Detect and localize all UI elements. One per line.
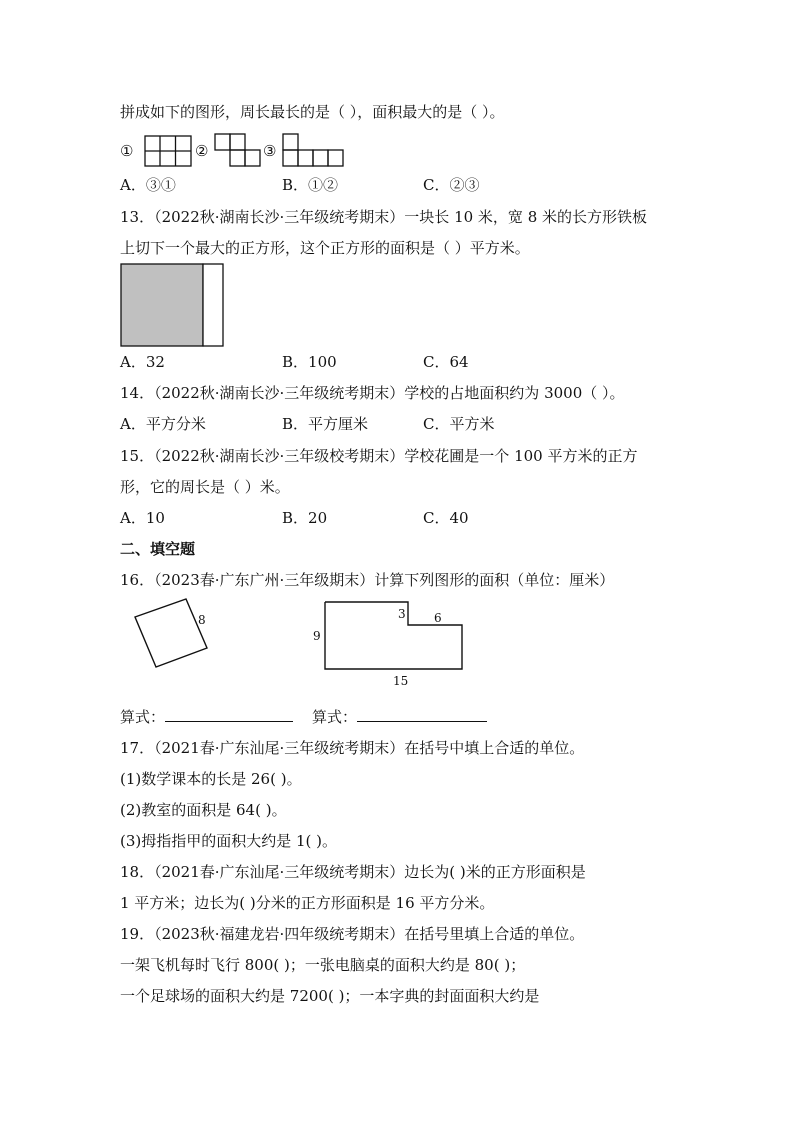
q12-fig3-label: ③ xyxy=(263,142,277,160)
q12-figure-2 xyxy=(214,133,262,167)
q19-line-3: 一个足球场的面积大约是 7200( )；一本字典的封面面积大约是 xyxy=(120,987,540,1005)
q16-height-label: 9 xyxy=(313,629,321,643)
q14-option-c: C．平方米 xyxy=(423,415,495,433)
q15-option-a: A．10 xyxy=(120,509,165,527)
q13-line-2: 上切下一个最大的正方形，这个正方形的面积是（ ）平方米。 xyxy=(120,239,530,257)
q18-line-1: 18．（2021春·广东汕尾·三年级统考期末）边长为( )米的正方形面积是 xyxy=(120,863,586,881)
q16-square-side-label: 8 xyxy=(198,613,206,627)
q16-formula-blank-1[interactable] xyxy=(165,707,293,722)
q18-line-2: 1 平方米；边长为( )分米的正方形面积是 16 平方分米。 xyxy=(120,894,495,912)
q14-line-1: 14．（2022秋·湖南长沙·三年级统考期末）学校的占地面积约为 3000（ ）。 xyxy=(120,384,625,402)
q16-line-1: 16．（2023春·广东广州·三年级期末）计算下列图形的面积（单位：厘米） xyxy=(120,571,615,589)
q15-line-2: 形，它的周长是（ ）米。 xyxy=(120,478,290,496)
q14-option-b: B．平方厘米 xyxy=(282,415,369,433)
q14-option-a: A．平方分米 xyxy=(120,415,206,433)
q13-option-c: C．64 xyxy=(423,353,469,371)
q13-option-a: A．32 xyxy=(120,353,165,371)
q16-formula-label-2: 算式： xyxy=(312,708,358,726)
q12-figure-1 xyxy=(144,135,192,167)
q16-step-shape xyxy=(310,596,470,690)
q17-line-1: 17．（2021春·广东汕尾·三年级统考期末）在括号中填上合适的单位。 xyxy=(120,739,585,757)
q12-option-a: A．③① xyxy=(120,176,176,194)
q15-line-1: 15．（2022秋·湖南长沙·三年级校考期末）学校花圃是一个 100 平方米的正方 xyxy=(120,447,638,465)
q12-option-c: C．②③ xyxy=(423,176,480,194)
q13-option-b: B．100 xyxy=(282,353,337,371)
q17-item-1: (1)数学课本的长是 26( )。 xyxy=(120,770,302,788)
q16-formula-label-1: 算式： xyxy=(120,708,166,726)
q12-fig2-label: ② xyxy=(195,142,209,160)
q17-item-2: (2)教室的面积是 64( )。 xyxy=(120,801,287,819)
q16-formula-blank-2[interactable] xyxy=(357,707,487,722)
q15-option-c: C．40 xyxy=(423,509,469,527)
q17-item-3: (3)拇指指甲的面积大约是 1( )。 xyxy=(120,832,338,850)
section-title: 二、填空题 xyxy=(120,540,196,558)
q13-line-1: 13．（2022秋·湖南长沙·三年级统考期末）一块长 10 米，宽 8 米的长方形铁板 xyxy=(120,208,648,226)
q16-bottom-label: 15 xyxy=(393,674,409,688)
q13-rectangle-figure xyxy=(120,263,226,347)
q15-option-b: B．20 xyxy=(282,509,328,527)
q12-figure-3 xyxy=(282,133,346,167)
q16-step-label: 6 xyxy=(434,611,442,625)
q12-stem: 拼成如下的图形，周长最长的是（ ），面积最大的是（ ）。 xyxy=(120,103,505,121)
q16-tilted-square xyxy=(130,594,220,678)
q12-option-b: B．①② xyxy=(282,176,339,194)
q16-formula-row-1 xyxy=(120,707,293,727)
q12-fig1-label: ① xyxy=(120,142,134,160)
q16-formula-row-2 xyxy=(312,707,487,727)
q19-line-1: 19．（2023秋·福建龙岩·四年级统考期末）在括号里填上合适的单位。 xyxy=(120,925,585,943)
q16-notch-label: 3 xyxy=(398,607,406,621)
q19-line-2: 一架飞机每时飞行 800( )；一张电脑桌的面积大约是 80( )； xyxy=(120,956,526,974)
